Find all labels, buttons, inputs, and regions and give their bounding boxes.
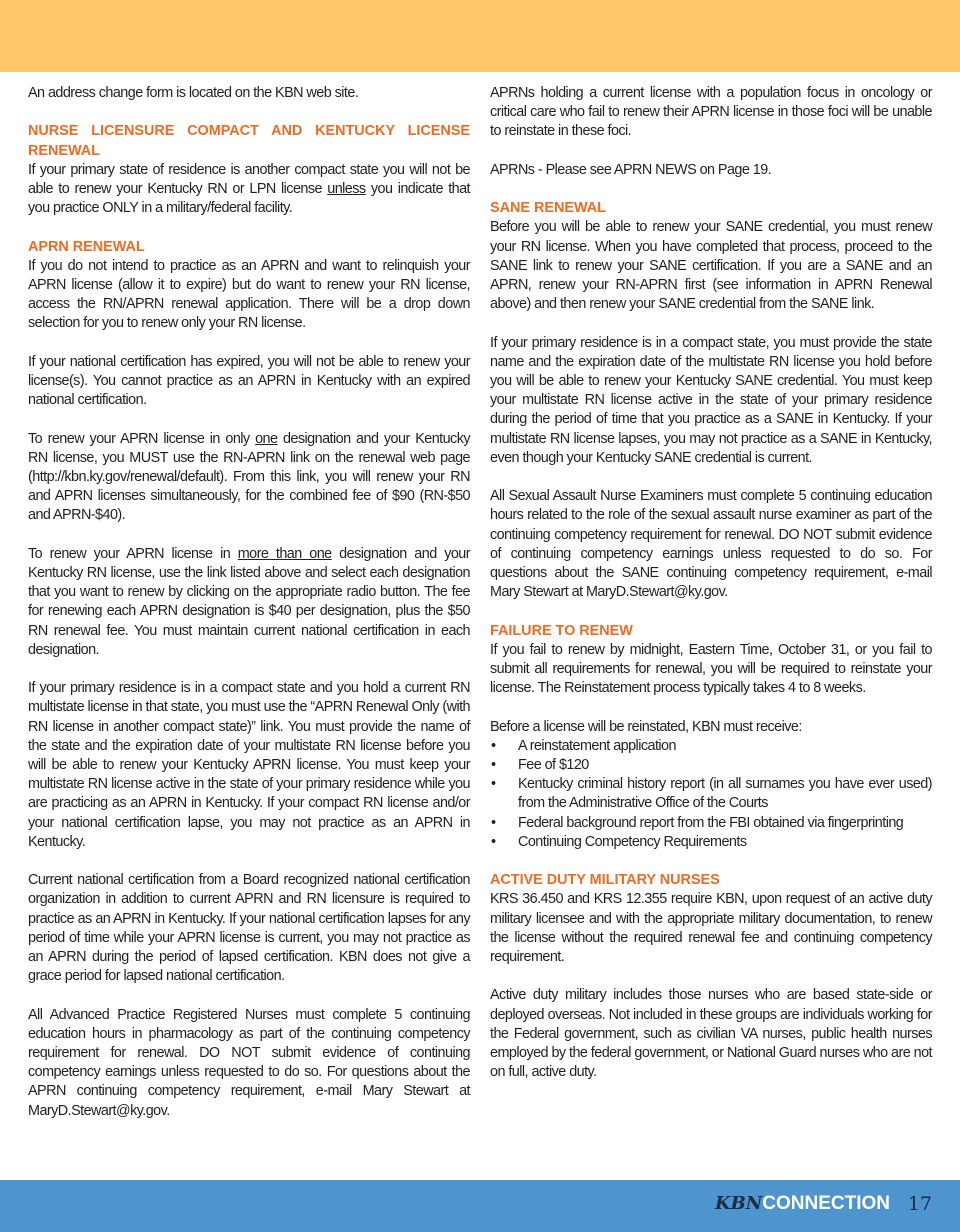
aprn-paragraph-1: If you do not intend to practice as an APRN and want to relinquish your APRN license (allow it to expire) but do want to renew your RN license, access the RN/APRN renewal application. There will be a drop down selection for you to renew only your RN license. [28,257,470,332]
right-column [490,84,932,1082]
military-paragraph-1: KRS 36.450 and KRS 12.355 require KBN, upon request of an active duty military licensee and with the appropriate military documentation, to renew the license without the required renewal fee and continuing competency requirement. [490,891,932,966]
compact-renewal-heading: NURSE LICENSURE COMPACT AND KENTUCKY LICENSE RENEWAL [28,123,470,159]
header-band [0,0,960,72]
bullet-icon: • [491,757,496,774]
list-item: • Fee of $120 [490,756,932,775]
aprn-paragraph-3: To renew your APRN license in only one designation and your Kentucky RN license, you MUST use the RN-APRN link on the renewal web page (http://kbn.ky.gov/renewal/default). From this link, you will renew your RN and APRN licenses simultaneously, for the combined fee of $90 (RN-$50 and APRN-$40). [28,430,470,524]
active-duty-military-heading: ACTIVE DUTY MILITARY NURSES [490,872,720,889]
kbn-connection-logo: KBNCONNECTION [714,1193,890,1214]
list-item: • A reinstatement application [490,737,932,756]
aprn-paragraph-4: To renew your APRN license in more than one designation and your Kentucky RN license, use the link listed above and select each designation that you want to renew by clicking on the appropriate radio button. The fee for renewing each APRN designation is $40 per designation, plus the $50 RN renewal fee. You must maintain current national certification in each designation. [28,545,471,658]
list-item: • Federal background report from the FBI obtained via fingerprinting [490,814,932,833]
failure-paragraph-2: Before a license will be reinstated, KBN must receive: [490,718,802,735]
list-item: • Continuing Competency Requirements [490,833,932,852]
aprn-news-paragraph: APRNs - Please see APRN NEWS on Page 19. [490,161,772,178]
aprn-renewal-heading: APRN RENEWAL [28,238,145,255]
aprn-paragraph-7: All Advanced Practice Registered Nurses must complete 5 continuing education hours in pharmacology as part of the continuing competency requirement for renewal. DO NOT submit evidence of continuing competency earnings unless requested to do so. For questions about the APRN continuing competency requirement, e-mail Mary Stewart at MaryD.Stewart@ky.gov. [28,1006,470,1119]
bullet-icon: • [491,814,496,831]
footer-band [0,1180,960,1232]
address-change-paragraph: An address change form is located on the KBN web site. [28,85,359,101]
list-item: • Kentucky criminal history report (in all surnames you have ever used) from the Administrative Office of the Courts [491,776,932,812]
bullet-icon: • [491,776,496,793]
failure-to-renew-heading: FAILURE TO RENEW [490,622,633,639]
bullet-icon: • [491,833,496,850]
population-focus-paragraph: APRNs holding a current license with a population focus in oncology or critical care who fail to renew their APRN license in those foci will be unable to reinstate in these foci. [490,85,932,140]
compact-renewal-paragraph: If your primary state of residence is another compact state you will not be able to renew your Kentucky RN or LPN license unless you indicate that you practice ONLY in a military/federal facility. [28,161,470,217]
aprn-paragraph-2: If your national certification has expired, you will not be able to renew your license(s). You cannot practice as an APRN in Kentucky with an expired national certification. [28,353,470,409]
left-column [28,84,470,1121]
aprn-paragraph-5: If your primary residence is in a compact state and you hold a current RN multistate license in that state, you must use the “APRN Renewal Only (with RN license in another compact state)” link. You must provide the name of the state and the expiration date of your multistate RN license before you will be able to renew your Kentucky APRN license. You must keep your multistate RN license active in the state of your primary residence while you are practicing as an APRN in Kentucky. If your compact RN license and/or your national certification lapse, you may not practice as an APRN in Kentucky. [28,680,470,850]
sane-renewal-heading: SANE RENEWAL [490,200,606,217]
reinstatement-requirements-list [490,737,932,852]
sane-paragraph-3: All Sexual Assault Nurse Examiners must complete 5 continuing education hours related to the role of the sexual assault nurse examiner as part of the continuing competency requirement for renewal. DO NOT submit evidence of continuing competency earnings unless requested to do so. For questions about the SANE continuing competency requirement, e-mail Mary Stewart at MaryD.Stewart@ky.gov. [490,488,932,601]
failure-paragraph-1: If you fail to renew by midnight, Eastern Time, October 31, or you fail to submit all requirements for renewal, you will be required to reinstate your license. The Reinstatement process typically takes 4 to 8 weeks. [490,641,932,697]
sane-paragraph-1: Before you will be able to renew your SANE credential, you must renew your RN license. When you have completed that process, proceed to the SANE link to renew your SANE certification. If you are a SANE and an APRN, renew your RN-APRN first (see information in APRN Renewal above) and then renew your SANE credential from the SANE link. [490,219,932,313]
page-number: 17 [907,1193,932,1215]
bullet-icon: • [491,737,496,754]
aprn-paragraph-6: Current national certification from a Board recognized national certification organization in addition to current APRN and RN licensure is required to practice as an APRN in Kentucky. If your national certification lapses for any period of time while your APRN license is current, you may not practice as an APRN during the period of lapsed certification. KBN does not give a grace period for lapsed national certification. [28,872,470,985]
sane-paragraph-2: If your primary residence is in a compact state, you must provide the state name and the expiration date of the multistate RN license you hold before you will be able to renew your Kentucky SANE credential. You must keep your multistate RN license active in the state of your primary residence during the period of time that you practice as a SANE in Kentucky. If your multistate RN license lapses, you may not practice as a SANE in Kentucky, even though your Kentucky SANE credential is current. [490,334,932,466]
military-paragraph-2: Active duty military includes those nurses who are based state-side or deployed overseas. Not included in these groups are individuals working for the Federal government, such as civilian VA nurses, public health nurses employed by the federal government, or National Guard nurses who are not on full, active duty. [490,987,932,1081]
